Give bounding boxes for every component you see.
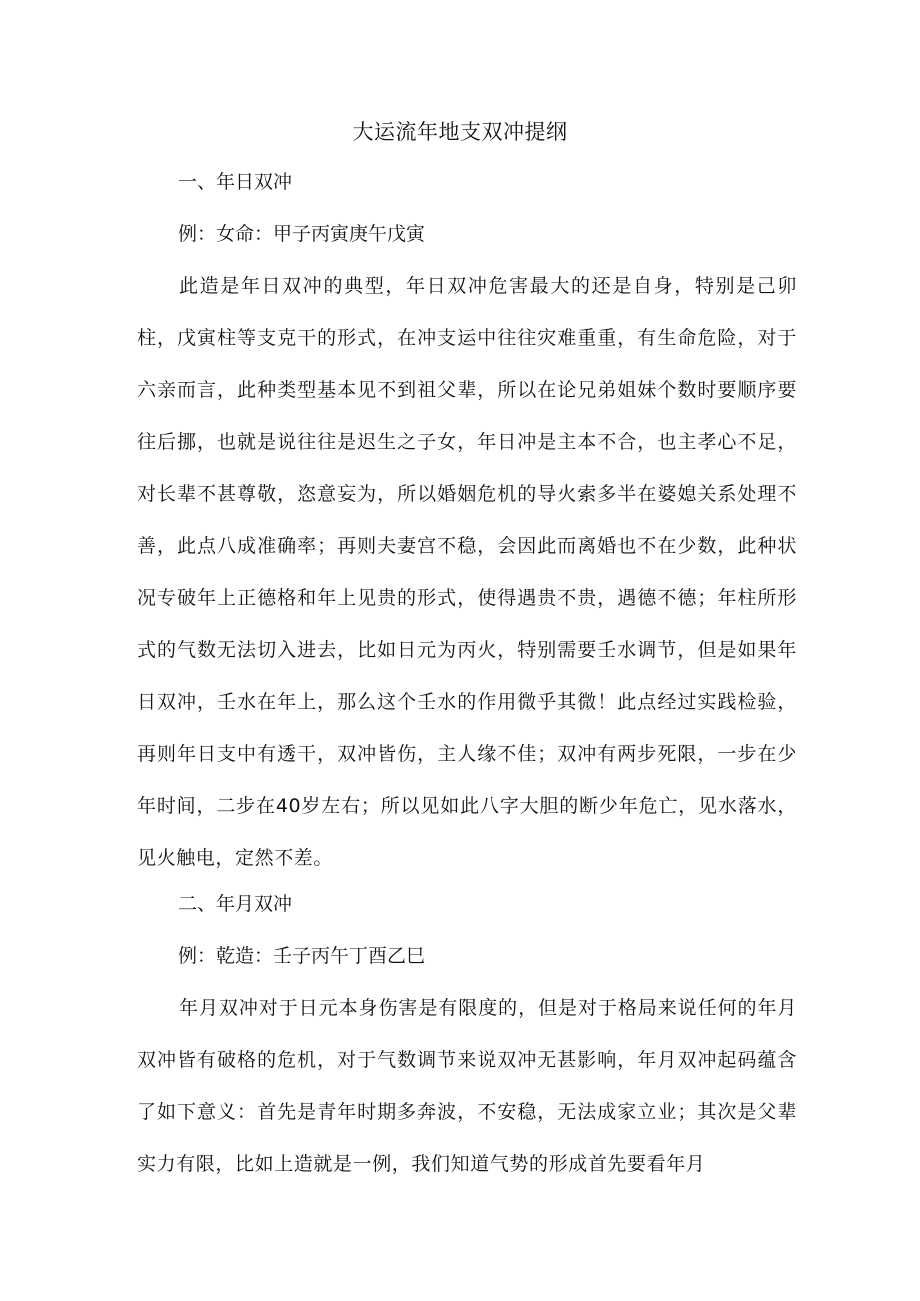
document-title: 大运流年地支双冲提纲 bbox=[352, 120, 568, 144]
example-line-2: 例：乾造：壬子丙午丁酉乙巳 bbox=[178, 945, 426, 967]
section-paragraph-2: 年月双冲对于日元本身伤害是有限度的，但是对于格局来说任何的年月双冲皆有破格的危机，对于气数调节来说双冲无甚影响，年月双冲起码蕴含了如下意义：首先是青年时期多奔波，不安稳，无法成家立业；其次是父辈实力有限，比如上造就是一例，我们知道气势的形成首先要看年月 bbox=[137, 997, 797, 1175]
section-heading-1: 一、年日双冲 bbox=[178, 171, 293, 193]
example-line-1: 例：女命：甲子丙寅庚午戊寅 bbox=[178, 223, 426, 245]
section-paragraph-1: 此造是年日双冲的典型，年日双冲危害最大的还是自身，特别是己卯柱，戊寅柱等支克干的形式，在冲支运中往往灾难重重，有生命危险，对于六亲而言，此种类型基本见不到祖父辈，所以在论兄弟姐妹个数时要顺序要往后挪，也就是说往往是迟生之子女，年日冲是主本不合，也主孝心不足，对长辈不甚尊敬，恣意妄为，所以婚姻危机的导火索多半在婆媳关系处理不善，此点八成准确率；再则夫妻宫不稳，会因此而离婚也不在少数，此种状况专破年上正德格和年上见贵的形式，使得遇贵不贵，遇德不德；年柱所形式的气数无法切入进去，比如日元为丙火，特别需要壬水调节，但是如果年日双冲，壬水在年上，那么这个壬水的作用微乎其微！此点经过实践检验，再则年日支中有透干，双冲皆伤，主人缘不佳；双冲有两步死限，一步在少年时间，二步在40岁左右；所以见如此八字大胆的断少年危亡，见水落水，见火触电，定然不差。 bbox=[137, 275, 797, 869]
section-heading-2: 二、年月双冲 bbox=[178, 893, 293, 915]
